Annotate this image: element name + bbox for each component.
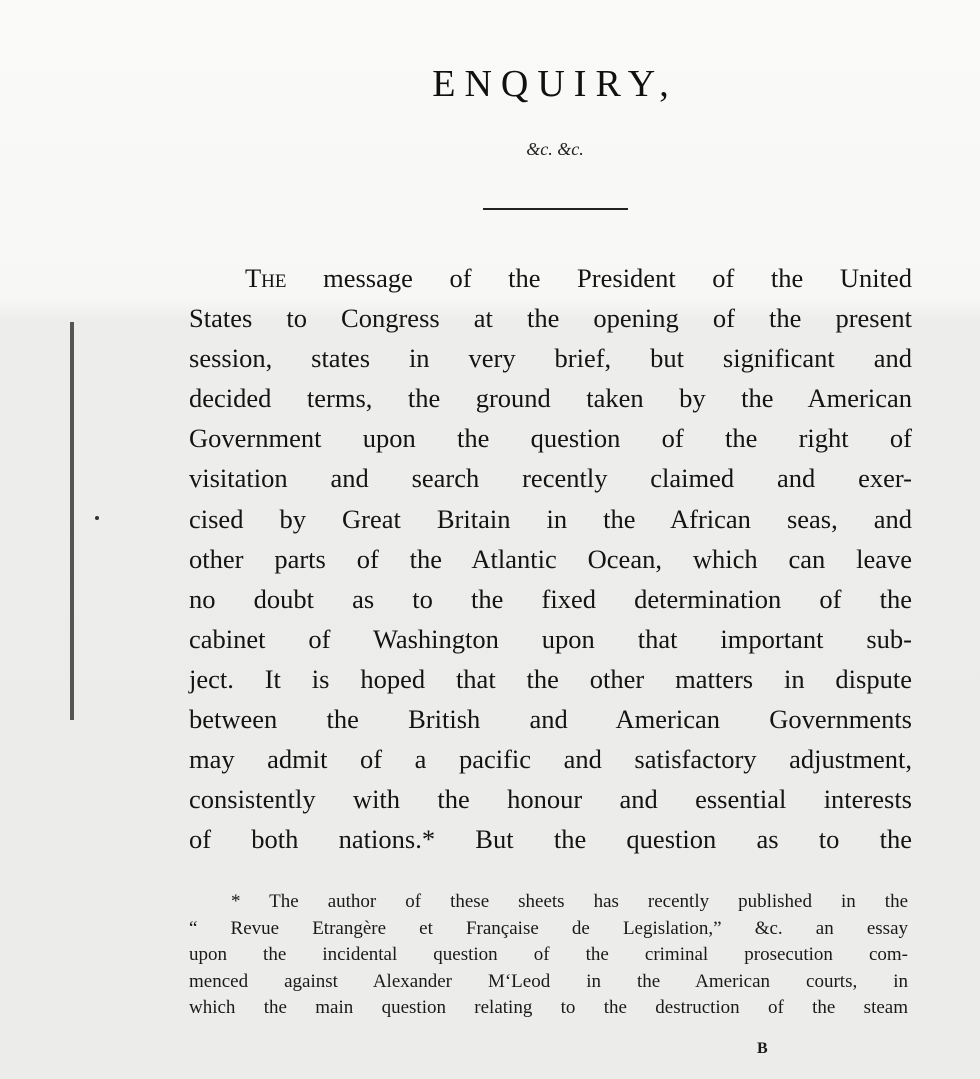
body-paragraph	[189, 258, 912, 859]
body-line: visitation and search recently claimed and exer-	[189, 463, 912, 494]
body-first-word: The	[245, 263, 287, 293]
body-line: between the British and American Governments	[189, 704, 912, 735]
footnote-line: menced against Alexander M‘Leod in the American courts, in	[189, 970, 908, 992]
body-line: may admit of a pacific and satisfactory adjustment,	[189, 744, 912, 775]
page-subtitle: &c. &c.	[526, 139, 584, 159]
body-line: other parts of the Atlantic Ocean, which can leave	[189, 543, 912, 574]
footnote-line: * The author of these sheets has recently published in the	[231, 891, 908, 912]
body-line: consistently with the honour and essential interests	[189, 784, 912, 815]
page-title: ENQUIRY,	[432, 63, 678, 105]
footnote-line: “ Revue Etrangère et Française de Legislation,” &c. an essay	[189, 917, 908, 939]
body-line-text: message of the President of the United	[286, 263, 912, 293]
footnote	[189, 889, 908, 1022]
footnote-line: which the main question relating to the destruction of the steam	[189, 997, 908, 1019]
title-divider	[483, 208, 628, 210]
margin-binding-line	[70, 322, 74, 720]
body-line: decided terms, the ground taken by the American	[189, 383, 912, 414]
body-line	[189, 258, 912, 298]
body-line: of both nations.* But the question as to the	[189, 824, 912, 855]
body-line: Government upon the question of the right of	[189, 423, 912, 454]
body-line: cised by Great Britain in the African seas, and	[189, 503, 912, 534]
body-line: cabinet of Washington upon that important sub-	[189, 623, 912, 654]
margin-mark	[95, 516, 99, 520]
body-line: States to Congress at the opening of the present	[189, 303, 912, 334]
signature-mark: B	[757, 1040, 768, 1057]
footnote-line: upon the incidental question of the criminal prosecution com-	[189, 944, 908, 966]
body-line: session, states in very brief, but significant and	[189, 343, 912, 374]
body-line: ject. It is hoped that the other matters in dispute	[189, 663, 912, 694]
body-line: no doubt as to the fixed determination of the	[189, 583, 912, 614]
